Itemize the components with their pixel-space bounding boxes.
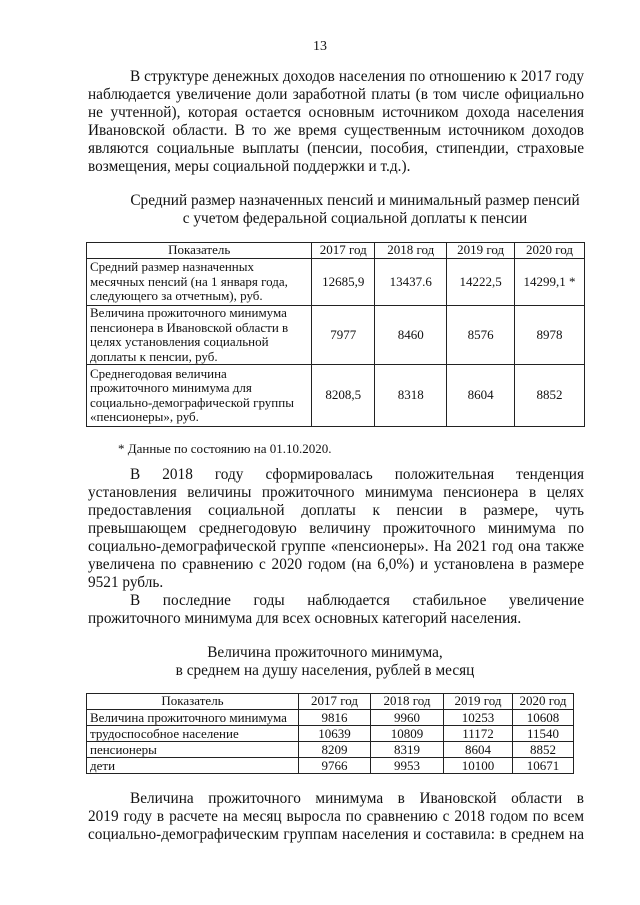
row-label: Величина прожиточного минимума пенсионера в Ивановской области в целях установления социальной доплаты к пенсии, руб. [87,306,312,365]
cell-value: 8604 [444,742,513,758]
text-line: являются социальные выплаты (пенсии, пособия, стипендии, страховые [88,140,584,157]
text-line: социально-демографическим группам населения и составила: в среднем на [88,826,584,843]
table-row [87,365,585,427]
cell-value: 8852 [515,365,585,427]
title-line: с учетом федеральной социальной доплаты к пенсии [182,210,528,227]
cell-value: 10639 [299,726,371,742]
row-label: Средний размер назначенных месячных пенсий (на 1 января года, следующего за отчетным), руб. [87,259,312,306]
header-cell: Показатель [87,243,312,259]
paragraph-pension-minimum [88,466,584,628]
cell-value: 9960 [371,710,444,726]
cell-value: 11172 [444,726,513,742]
text-line: социально-демографической группе «пенсионеры». На 2021 год она также [88,538,584,555]
cell-value: 14222,5 [447,259,515,306]
cell-value: 8319 [371,742,444,758]
cell-value: 10253 [444,710,513,726]
header-cell: 2019 год [447,243,515,259]
table1-title [100,192,610,228]
subsistence-minimum-table [86,693,574,774]
cell-value: 8318 [375,365,447,427]
page-number: 13 [313,39,327,54]
text-line: В последние годы наблюдается стабильное увеличение [130,592,584,609]
text-line: наблюдается увеличение доли заработной платы (в том числе официально [88,86,584,103]
text-line: 2019 году в расчете на месяц выросла по сравнению с 2018 годом по всем [88,808,584,825]
cell-value: 8576 [447,306,515,365]
cell-value: 10608 [513,710,574,726]
text-line: возмещения, меры социальной поддержки и т.д.). [88,158,411,175]
table-row [87,758,574,774]
table-header-row [87,243,585,259]
text-line: Величина прожиточного минимума в Ивановской области в [130,790,584,807]
text-line: установления величины прожиточного минимума пенсионера в целях [88,484,584,501]
row-label: пенсионеры [87,742,299,758]
row-label: трудоспособное население [87,726,299,742]
text-line: превышающем среднегодовую величину прожиточного минимума по [88,520,584,537]
text-line: не учтенной), которая остается основным источником дохода населения [88,104,584,121]
header-cell: Показатель [87,694,299,710]
row-label: дети [87,758,299,774]
table1-footnote: * Данные по состоянию на 01.10.2020. [118,441,332,456]
header-cell: 2017 год [299,694,371,710]
document-page [0,38,640,844]
cell-value: 8460 [375,306,447,365]
text-line: Ивановской области. В то же время существенным источником доходов [88,122,584,139]
text-line: 9521 рубль. [88,574,164,591]
cell-value: 9816 [299,710,371,726]
table-row [87,726,574,742]
header-cell: 2018 год [371,694,444,710]
table-row [87,710,574,726]
cell-value: 10671 [513,758,574,774]
table2-title [80,644,570,680]
cell-value: 9953 [371,758,444,774]
row-label: Величина прожиточного минимума [87,710,299,726]
table-header-row [87,694,574,710]
paragraph-income-structure [88,68,584,176]
cell-value: 8978 [515,306,585,365]
text-line: прожиточного минимума для всех основных категорий населения. [88,610,522,627]
cell-value: 10100 [444,758,513,774]
table-row [87,259,585,306]
cell-value: 10809 [371,726,444,742]
row-label: Среднегодовая величина прожиточного минимума для социально-демографической группы «пенсионеры», руб. [87,365,312,427]
pensions-table [86,242,585,427]
text-line: В 2018 году сформировалась положительная тенденция [130,466,584,483]
cell-value: 12685,9 [312,259,375,306]
table-row [87,742,574,758]
header-cell: 2018 год [375,243,447,259]
cell-value: 8604 [447,365,515,427]
header-cell: 2020 год [513,694,574,710]
cell-value: 7977 [312,306,375,365]
cell-value: 8209 [299,742,371,758]
title-line: Величина прожиточного минимума, [207,644,443,661]
cell-value: 9766 [299,758,371,774]
paragraph-minimum-growth [88,790,584,844]
text-line: увеличена по сравнению с 2020 годом (на 6,0%) и установлена в размере [88,556,584,573]
header-cell: 2017 год [312,243,375,259]
title-line: Средний размер назначенных пенсий и минимальный размер пенсий [130,192,580,209]
text-line: В структуре денежных доходов населения по отношению к 2017 году [130,68,584,85]
cell-value: 8852 [513,742,574,758]
cell-value: 13437.6 [375,259,447,306]
header-cell: 2020 год [515,243,585,259]
text-line: предоставления социальной доплаты к пенсии в размере, чуть [88,502,584,519]
cell-value: 8208,5 [312,365,375,427]
table-row [87,306,585,365]
cell-value: 14299,1 * [515,259,585,306]
title-line: в среднем на душу населения, рублей в месяц [175,662,475,679]
header-cell: 2019 год [444,694,513,710]
cell-value: 11540 [513,726,574,742]
